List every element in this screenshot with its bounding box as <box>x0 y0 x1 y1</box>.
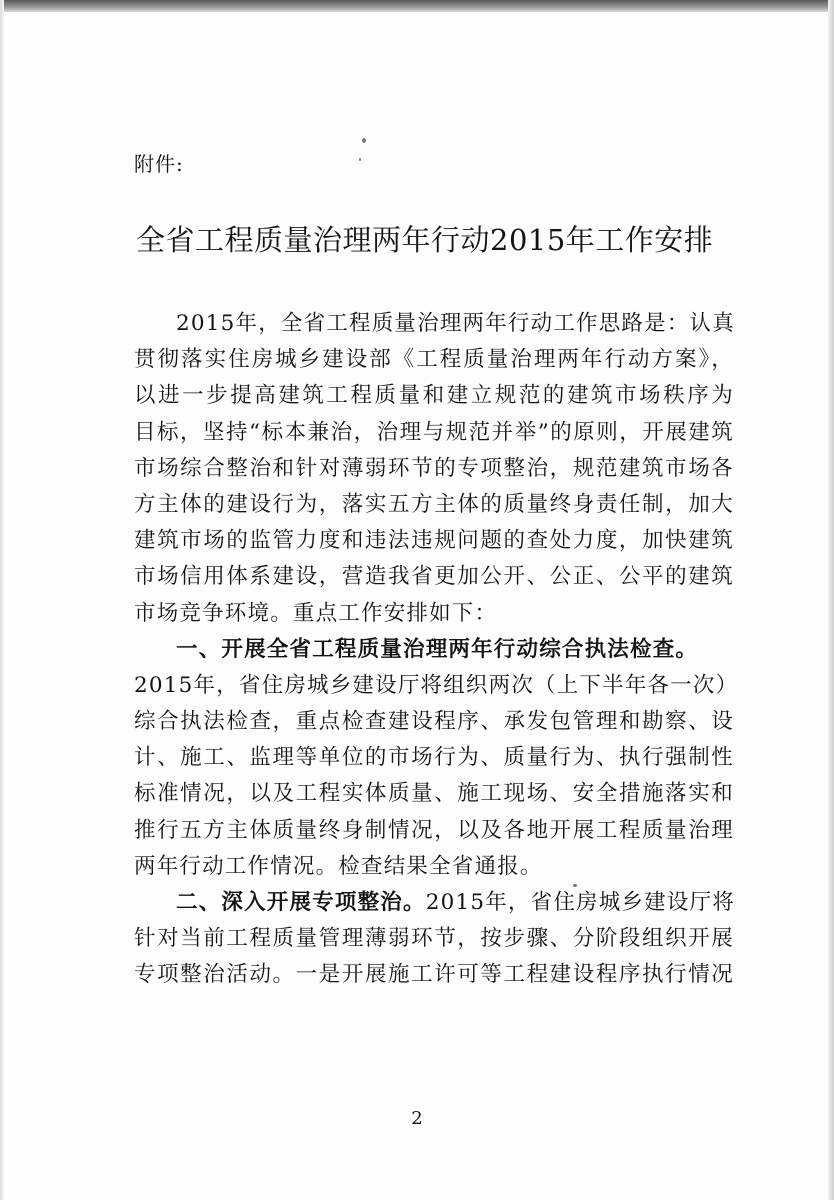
text-line: 2015年，省住房城乡建设厅将 <box>425 890 735 915</box>
text-line: 专项整治活动。一是开展施工许可等工程建设程序执行情况 <box>134 962 734 988</box>
section-heading: 一、开展全省工程质量治理两年行动综合执法检查。 <box>176 636 699 662</box>
text-line: 2015年，全省工程质量治理两年行动工作思路是：认真 <box>176 311 735 336</box>
scan-edge-right <box>828 0 834 1200</box>
scan-edge-left <box>0 0 4 1200</box>
scan-speck <box>362 138 366 143</box>
text-line: 针对当前工程质量管理薄弱环节，按步骤、分阶段组织开展 <box>134 926 734 952</box>
text-line: 两年行动工作情况。检查结果全省通报。 <box>134 853 543 879</box>
text-line: 推行五方主体质量终身制情况，以及各地开展工程质量治理 <box>134 817 734 843</box>
text-line: 以进一步提高建筑工程质量和建立规范的建筑市场秩序为 <box>134 383 734 409</box>
text-line: 贯彻落实住房城乡建设部《工程质量治理两年行动方案》， <box>134 347 734 373</box>
attachment-label: 附件: <box>134 152 184 176</box>
section-line <box>134 885 734 921</box>
text-line: 目标，坚持“标本兼治，治理与规范并举”的原则，开展建筑 <box>134 419 734 445</box>
scan-edge-top <box>0 0 834 12</box>
text-line: 标准情况，以及工程实体质量、施工现场、安全措施落实和 <box>134 781 734 807</box>
text-line: 方主体的建设行为，落实五方主体的质量终身责任制，加大 <box>134 491 734 517</box>
document-body <box>134 306 739 994</box>
text-line: 计、施工、监理等单位的市场行为、质量行为、执行强制性 <box>134 745 734 771</box>
text-line: 市场竞争环境。重点工作安排如下： <box>134 600 498 626</box>
text-line: 市场综合整治和针对薄弱环节的专项整治，规范建筑市场各 <box>134 455 734 481</box>
scan-speck <box>359 158 361 161</box>
text-line: 建筑市场的监管力度和违法违规问题的查处力度，加快建筑 <box>134 528 734 554</box>
section-heading: 二、深入开展专项整治。 <box>176 890 426 915</box>
text-line: 2015年，省住房城乡建设厅将组织两次（上下半年各一次） <box>134 672 739 698</box>
text-line: 综合执法检查，重点检查建设程序、承发包管理和勘察、设 <box>134 709 734 735</box>
page-number: 2 <box>411 1108 423 1129</box>
text-line: 市场信用体系建设，营造我省更加公开、公正、公平的建筑 <box>134 564 734 590</box>
document-title: 全省工程质量治理两年行动2015年工作安排 <box>136 223 714 257</box>
